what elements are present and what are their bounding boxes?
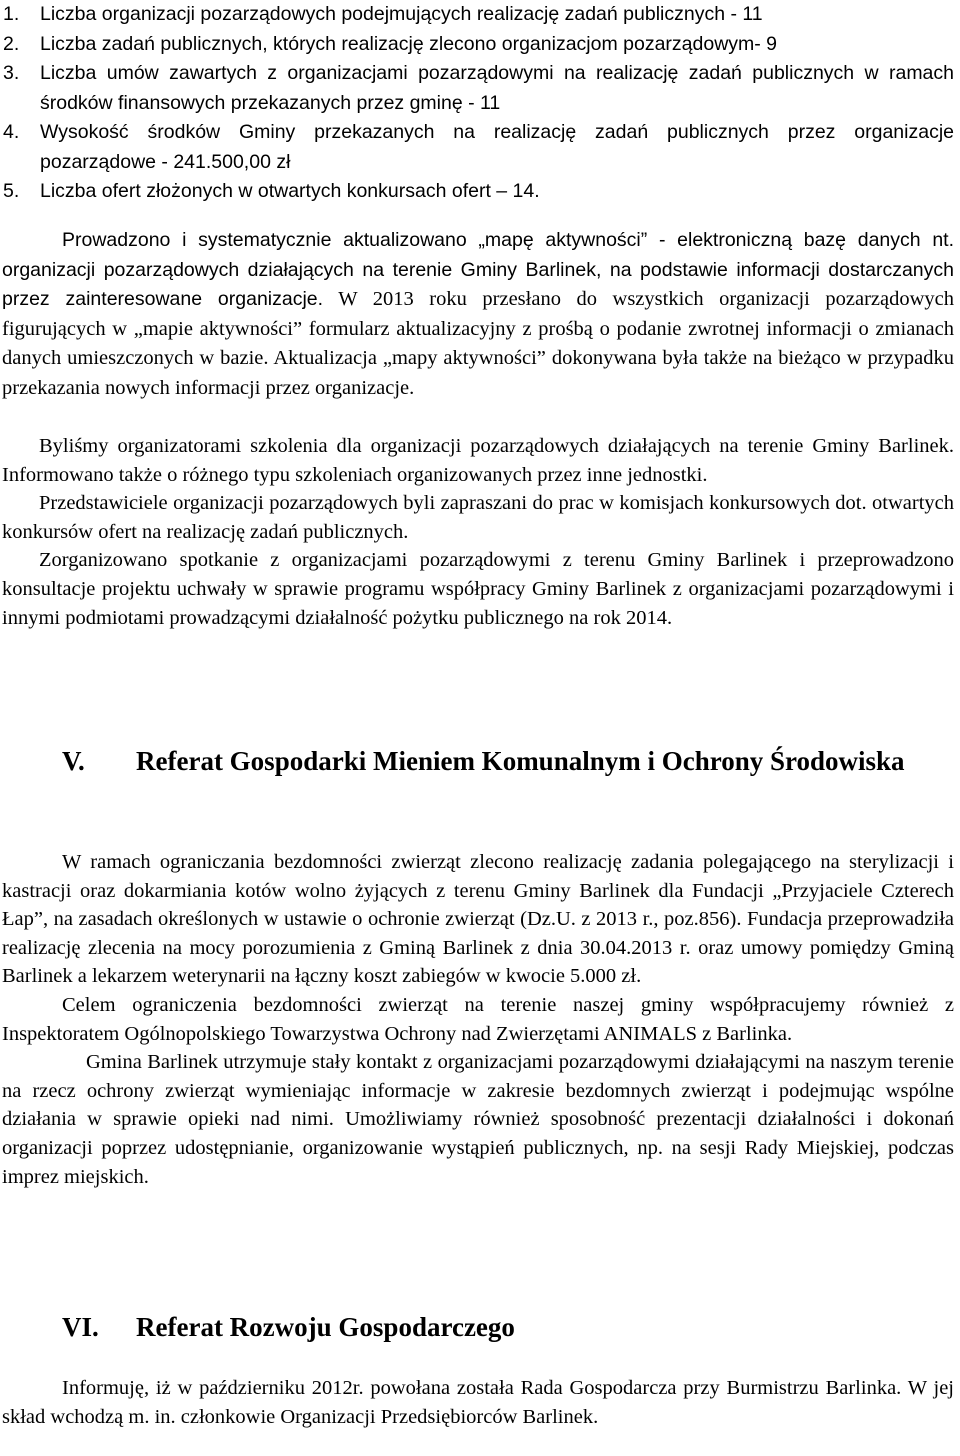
section-v-body (2, 848, 954, 1191)
section-vi-paragraph: Informuję, iż w październiku 2012r. powołana została Rada Gospodarcza przy Burmistrzu Barlinka. W jej skład wchodzą m. in. członkowie Organizacji Przedsiębiorców Barlinek. (2, 1377, 954, 1428)
section-vi-number: VI. (62, 1312, 99, 1342)
list-item (0, 0, 960, 30)
list-item-text: Liczba organizacji pozarządowych podejmujących realizację zadań publicznych - 11 (40, 3, 763, 25)
section-vi-heading (62, 1310, 955, 1344)
activity-map-text: Prowadzono i systematycznie aktualizowano „mapę aktywności” - elektroniczną bazę danych nt. organizacji pozarządowych działających na terenie Gminy Barlinek, na podstawie informacji dostarczanych przez zainteresowane organizacje. (2, 229, 954, 310)
section-v-heading (62, 744, 955, 778)
list-item-text: Liczba umów zawartych z organizacjami pozarządowymi na realizację zadań publicznych w ramach środków finansowych przekazanych przez gminę - 11 (40, 62, 954, 114)
activity-map-update-text: W 2013 roku przesłano do wszystkich organizacji pozarządowych figurujących w „mapie aktywności” formularz aktualizacyjny z prośbą o podanie zwrotnej informacji o zmianach danych umieszczonych w bazie. Aktualizacja „mapy aktywności” dokonywana była także na bieżąco w przypadku przekazania nowych informacji przez organizacje. (2, 288, 954, 399)
commissions-paragraph: Przedstawiciele organizacji pozarządowych byli zapraszani do prac w komisjach konkursowych dot. otwartych konkursów ofert na realizację zadań publicznych. (2, 492, 954, 543)
section-vi-title: Referat Rozwoju Gospodarczego (136, 1312, 515, 1342)
list-item (0, 118, 960, 177)
section-v-paragraph: Gmina Barlinek utrzymuje stały kontakt z organizacjami pozarządowymi działającymi na naszym terenie na rzecz ochrony zwierząt wymieniając informacje w zakresie bezdomnych zwierząt i podejmując wspólne działania w sprawie opieki nad nimi. Umożliwiamy również sposobność prezentacji działalności i dokonań organizacji poprzez udostępnianie, organizowanie wystąpień publicznych, np. na sesji Rady Miejskiej, podczas imprez miejskich. (2, 1051, 954, 1188)
list-item (0, 59, 960, 118)
list-item-text: Wysokość środków Gminy przekazanych na realizację zadań publicznych przez organizacje pozarządowe - 241.500,00 zł (40, 121, 954, 173)
consultation-paragraph: Zorganizowano spotkanie z organizacjami pozarządowymi z terenu Gminy Barlinek i przeprowadzono konsultacje projektu uchwały w sprawie programu współpracy Gminy Barlinek z organizacjami pozarządowymi i innymi podmiotami prowadzącymi działalność pożytku publicznego na rok 2014. (2, 549, 954, 629)
section-vi-body (2, 1374, 954, 1431)
section-v-title: Referat Gospodarki Mieniem Komunalnym i Ochrony Środowiska (136, 746, 905, 776)
list-item-text: Liczba ofert złożonych w otwartych konkursach ofert – 14. (40, 180, 540, 202)
list-item-number: 5. (3, 180, 20, 202)
list-item (0, 177, 960, 207)
training-paragraph: Byliśmy organizatorami szkolenia dla organizacji pozarządowych działających na terenie Gminy Barlinek. Informowano także o różnego typu szkoleniach organizowanych przez inne jednostki. (2, 435, 954, 486)
list-item-text: Liczba zadań publicznych, których realizację zlecono organizacjom pozarządowym- 9 (40, 32, 778, 55)
list-item-number: 4. (3, 121, 20, 143)
section-v-number: V. (62, 746, 85, 776)
list-item (0, 30, 960, 60)
section-v-paragraph: W ramach ograniczania bezdomności zwierząt zlecono realizację zadania polegającego na sterylizacji i kastracji oraz dokarmiania kotów wolno żyjących z terenu Gminy Barlinek dla Fundacji „Przyjaciele Czterech Łap”, na zasadach określonych w ustawie o ochronie zwierząt (Dz.U. z 2013 r., poz.856). Fundacja przeprowadziła realizację zlecenia na mocy porozumienia z Gminą Barlinek z dnia 30.04.2013 r. oraz umowy pomiędzy Gminą Barlinek a lekarzem weterynarii na łączny koszt zabiegów w kwocie 5.000 zł. (2, 851, 954, 988)
statistics-list (0, 0, 960, 207)
list-item-number: 3. (3, 62, 20, 84)
list-item-number: 1. (3, 3, 20, 25)
ngo-cooperation-block (2, 432, 954, 632)
list-item-number: 2. (3, 32, 20, 55)
section-v-paragraph: Celem ograniczenia bezdomności zwierząt na terenie naszej gminy współpracujemy również z Inspektoratem Ogólnopolskiego Towarzystwa Ochrony nad Zwierzętami ANIMALS z Barlinka. (2, 993, 954, 1045)
activity-map-paragraph (2, 226, 954, 403)
